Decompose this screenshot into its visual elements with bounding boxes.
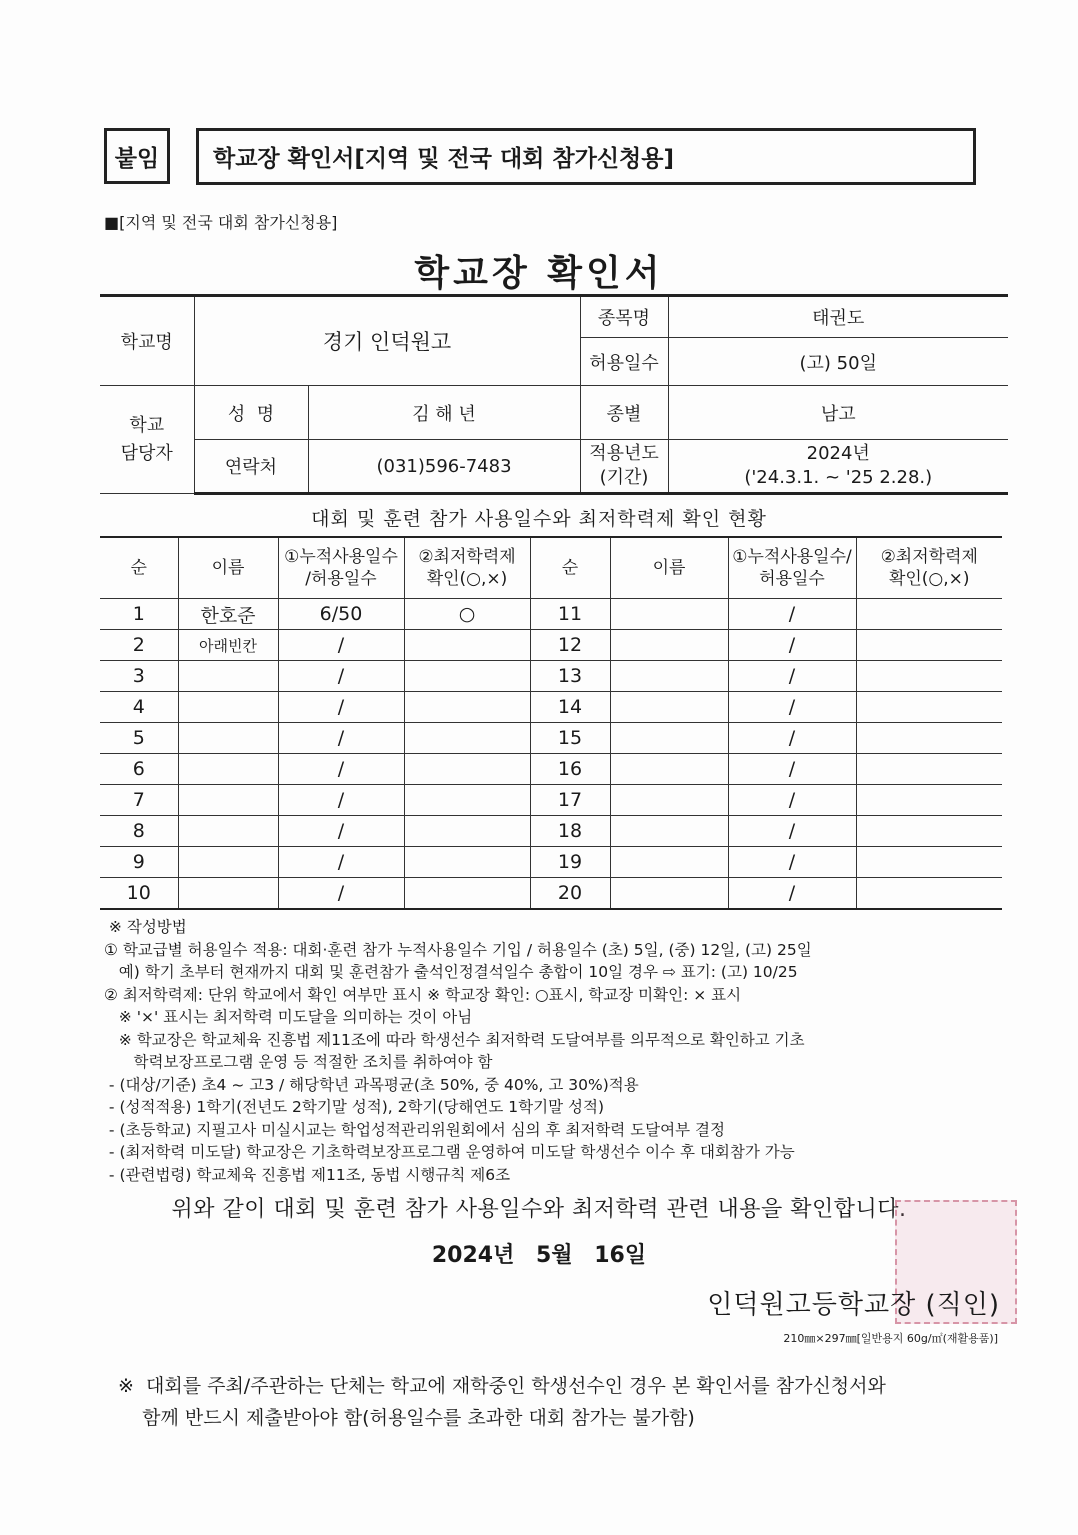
table-cell: 8	[100, 816, 178, 847]
table-row	[100, 816, 1002, 847]
table-row	[100, 878, 1002, 910]
table-cell	[610, 816, 728, 847]
table-cell: /	[728, 816, 856, 847]
table-cell: 5	[100, 723, 178, 754]
col-header: 순	[100, 537, 178, 599]
table-cell	[610, 599, 728, 630]
table-cell: /	[278, 785, 404, 816]
header-title: 학교장 확인서[지역 및 전국 대회 참가신청용]	[196, 128, 976, 185]
sport-value: 태권도	[668, 296, 1008, 338]
instruction-line: ※ 작성방법	[104, 918, 187, 936]
table-cell: /	[278, 630, 404, 661]
table-row	[100, 692, 1002, 723]
table-cell: /	[278, 754, 404, 785]
instruction-line: ※ 학교장은 학교체육 진흥법 제11조에 따라 학생선수 최저학력 도달여부를 의무적으로 확인하고 기초	[104, 1030, 805, 1049]
table-cell	[404, 754, 530, 785]
subheader: ■[지역 및 전국 대회 참가신청용]	[104, 213, 338, 232]
table-cell	[856, 878, 1002, 910]
table-cell	[610, 630, 728, 661]
table-cell: 9	[100, 847, 178, 878]
table-cell: /	[278, 878, 404, 910]
table-cell: /	[728, 878, 856, 910]
usage-table	[100, 536, 1002, 910]
table-cell	[178, 816, 278, 847]
table-cell	[178, 692, 278, 723]
instruction-line: - (관련법령) 학교체육 진흥법 제11조, 동법 시행규칙 제6조	[104, 1165, 511, 1184]
table-cell	[178, 847, 278, 878]
table-cell	[404, 816, 530, 847]
table-cell	[610, 878, 728, 910]
school-label: 학교명	[100, 296, 194, 386]
table-row	[100, 630, 1002, 661]
instruction-line: 예) 학기 초부터 현재까지 대회 및 훈련참가 출석인정결석일수 총합이 10일 경우 ⇨ 표기: (고) 10/25	[104, 963, 798, 981]
table-cell: /	[728, 661, 856, 692]
table-cell	[610, 661, 728, 692]
table-cell	[610, 754, 728, 785]
name-value: 김 해 년	[308, 386, 580, 440]
instruction-line: ※ '×' 표시는 최저학력 미도달을 의미하는 것이 아님	[104, 1008, 473, 1026]
principal-signature: 인덕원고등학교장 (직인)	[707, 1290, 1000, 1320]
table-cell: 20	[530, 878, 610, 910]
table-cell: /	[278, 847, 404, 878]
table-cell: 1	[100, 599, 178, 630]
col-header: 이름	[178, 537, 278, 599]
table-cell: 13	[530, 661, 610, 692]
table-cell	[404, 630, 530, 661]
writing-instructions	[104, 916, 1004, 1186]
table-cell: 17	[530, 785, 610, 816]
table-row	[100, 754, 1002, 785]
col-header: 이름	[610, 537, 728, 599]
table-cell: /	[278, 723, 404, 754]
table-cell	[856, 630, 1002, 661]
table-row	[100, 599, 1002, 630]
instruction-line: ① 학교급별 허용일수 적용: 대회·훈련 참가 누적사용일수 기입 / 허용일수 (초) 5일, (중) 12일, (고) 25일	[104, 940, 812, 959]
table-cell: 12	[530, 630, 610, 661]
gender-value: 남고	[668, 386, 1008, 440]
instruction-line: - (초등학교) 지필고사 미실시교는 학업성적관리위원회에서 심의 후 최저학력 도달여부 결정	[104, 1120, 725, 1139]
instruction-line: - (성적적용) 1학기(전년도 2학기말 성적), 2학기(당해연도 1학기말 성적)	[104, 1098, 604, 1116]
manager-label: 학교 담당자	[100, 386, 194, 494]
year-value: 2024년 ('24.3.1. ~ '25 2.28.)	[668, 440, 1008, 494]
paper-spec: 210㎜×297㎜[일반용지 60g/㎡(재활용품)]	[783, 1332, 998, 1345]
confirmation-statement: 위와 같이 대회 및 훈련 참가 사용일수와 최저학력 관련 내용을 확인합니다.	[171, 1197, 907, 1222]
instruction-line: ② 최저학력제: 단위 학교에서 확인 여부만 표시 ※ 학교장 확인: ○표시, 학교장 미확인: × 표시	[104, 985, 742, 1004]
table-cell	[404, 847, 530, 878]
contact-label: 연락처	[194, 440, 308, 494]
table-cell	[178, 785, 278, 816]
info-table	[100, 294, 1008, 495]
table-cell	[404, 692, 530, 723]
table-cell: 2	[100, 630, 178, 661]
table-cell	[610, 847, 728, 878]
issue-date: 2024년 5월 16일	[431, 1243, 647, 1268]
document-title: 학교장 확인서	[414, 253, 664, 294]
table-cell: 15	[530, 723, 610, 754]
table-cell	[610, 692, 728, 723]
table-cell: 4	[100, 692, 178, 723]
instruction-line: 학력보장프로그램 운영 등 적절한 조치를 취하여야 함	[104, 1053, 493, 1071]
col-header: 순	[530, 537, 610, 599]
table-cell	[856, 816, 1002, 847]
table-cell: /	[278, 816, 404, 847]
table-cell: /	[728, 692, 856, 723]
table-cell	[178, 754, 278, 785]
table-cell	[856, 847, 1002, 878]
school-value: 경기 인덕원고	[194, 296, 580, 386]
table-cell	[178, 878, 278, 910]
table-cell	[610, 785, 728, 816]
name-label: 성 명	[194, 386, 308, 440]
table-cell: /	[728, 723, 856, 754]
table-row	[100, 847, 1002, 878]
table-cell: /	[728, 630, 856, 661]
table-cell: 아래빈칸	[178, 630, 278, 661]
table-cell	[610, 723, 728, 754]
table-cell: 16	[530, 754, 610, 785]
instruction-line: - (최저학력 미도달) 학교장은 기초학력보장프로그램 운영하여 미도달 학생선수 이수 후 대회참가 가능	[104, 1143, 795, 1161]
table-cell	[404, 878, 530, 910]
table-cell	[856, 723, 1002, 754]
table-cell	[856, 785, 1002, 816]
footnote: ※ 대회를 주최/주관하는 단체는 학교에 재학중인 학생선수인 경우 본 확인서를 참가신청서와 함께 반드시 제출받아야 함(허용일수를 초과한 대회 참가는 불가함)	[118, 1375, 886, 1429]
col-header: ①누적사용일수 /허용일수	[278, 537, 404, 599]
table-cell: /	[278, 661, 404, 692]
table-cell: 한호준	[178, 599, 278, 630]
table-cell	[178, 661, 278, 692]
year-label: 적용년도 (기간)	[580, 440, 668, 494]
table-cell: /	[278, 692, 404, 723]
sport-label: 종목명	[580, 296, 668, 338]
table-cell: 18	[530, 816, 610, 847]
table-row	[100, 723, 1002, 754]
col-header: ②최저학력제 확인(○,×)	[404, 537, 530, 599]
section-title: 대회 및 훈련 참가 사용일수와 최저학력제 확인 현황	[311, 508, 767, 530]
table-cell	[404, 785, 530, 816]
contact-value: (031)596-7483	[308, 440, 580, 494]
table-cell: 11	[530, 599, 610, 630]
allow-days-value: (고) 50일	[668, 338, 1008, 386]
table-row	[100, 661, 1002, 692]
table-cell: /	[728, 599, 856, 630]
table-cell	[856, 599, 1002, 630]
table-cell	[404, 723, 530, 754]
col-header: ①누적사용일수/ 허용일수	[728, 537, 856, 599]
table-cell	[404, 661, 530, 692]
allow-days-label: 허용일수	[580, 338, 668, 386]
table-cell	[856, 754, 1002, 785]
table-cell: 7	[100, 785, 178, 816]
table-cell: 19	[530, 847, 610, 878]
table-cell: 10	[100, 878, 178, 910]
table-cell: /	[728, 785, 856, 816]
table-row	[100, 785, 1002, 816]
table-cell: 6	[100, 754, 178, 785]
table-cell: 14	[530, 692, 610, 723]
col-header: ②최저학력제 확인(○,×)	[856, 537, 1002, 599]
table-cell: 3	[100, 661, 178, 692]
table-cell: /	[728, 754, 856, 785]
gender-label: 종별	[580, 386, 668, 440]
instruction-line: - (대상/기준) 초4 ~ 고3 / 해당학년 과목평균(초 50%, 중 40%, 고 30%)적용	[104, 1075, 639, 1094]
table-cell: ○	[404, 599, 530, 630]
attachment-tag: 붙임	[104, 128, 170, 184]
table-cell	[856, 661, 1002, 692]
table-cell: 6/50	[278, 599, 404, 630]
table-cell	[178, 723, 278, 754]
table-cell	[856, 692, 1002, 723]
table-cell: /	[728, 847, 856, 878]
